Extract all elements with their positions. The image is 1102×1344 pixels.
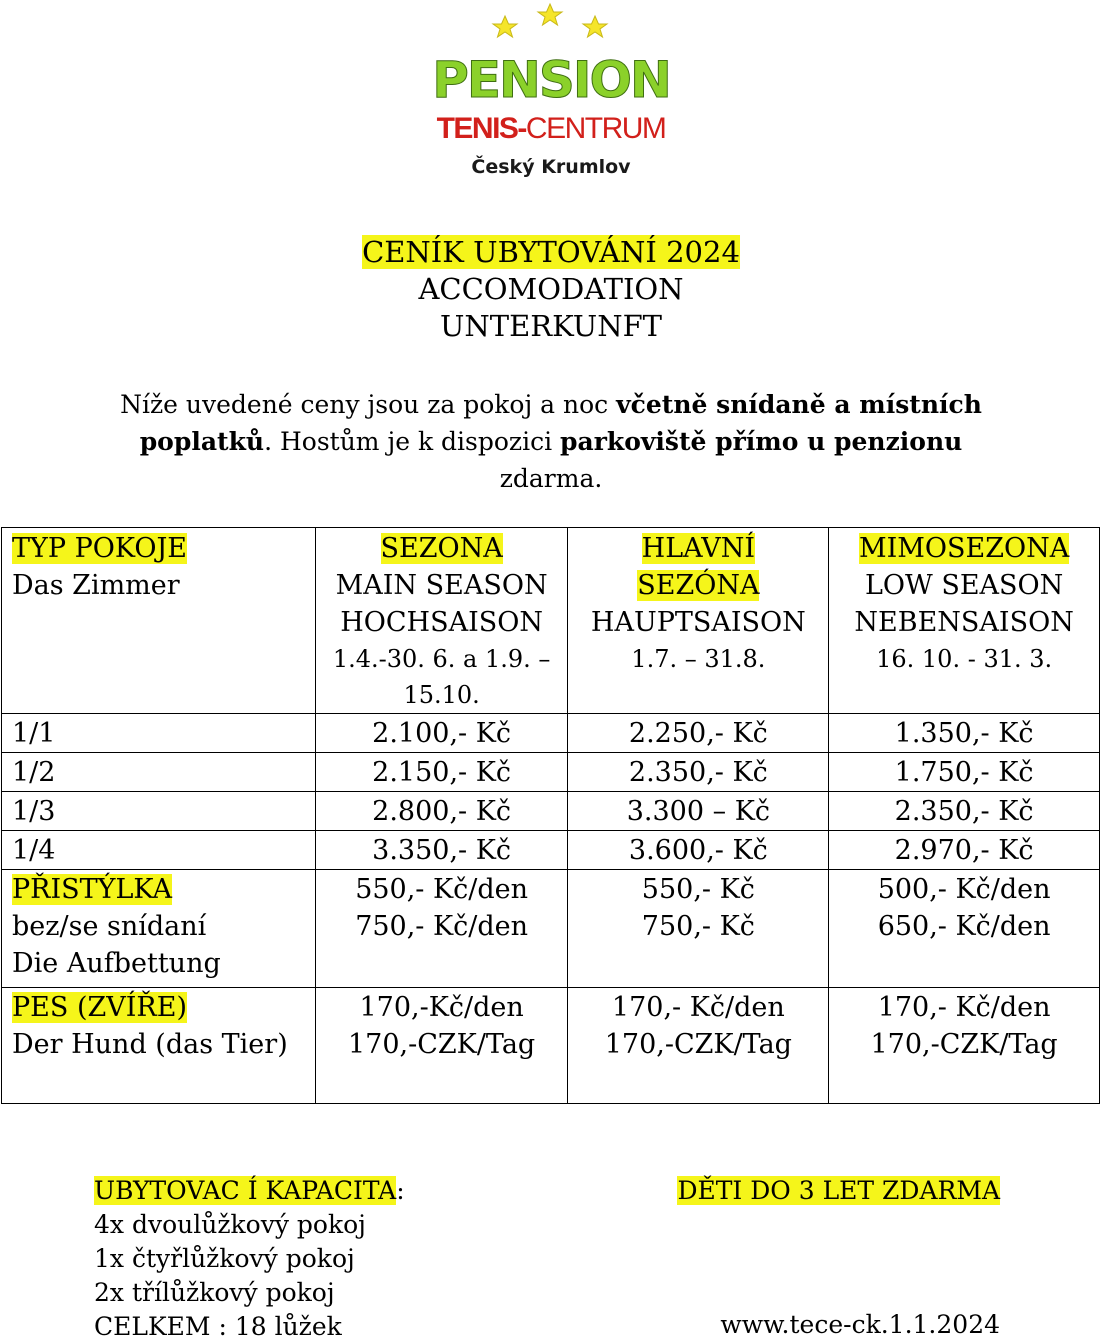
price-cell: 3.300 – Kč — [568, 792, 829, 831]
table-row — [2, 831, 1100, 870]
extra-bed-row — [2, 870, 1100, 988]
room-cell: 1/1 — [2, 714, 316, 753]
extra-bed-label-cell: PŘISTÝLKA bez/se snídaní Die Aufbettung — [2, 870, 316, 988]
star-icon — [583, 16, 607, 37]
capacity-total: CELKEM : 18 lůžek — [94, 1312, 342, 1341]
header-season: SEZONA MAIN SEASON HOCHSAISON 1.4.-30. 6. a 1.9. – 15.10. — [315, 528, 568, 714]
heading-unterkunft: UNTERKUNFT — [439, 309, 663, 343]
table-row — [2, 714, 1100, 753]
capacity-item: 2x třílůžkový pokoj — [94, 1278, 335, 1307]
table-row — [2, 753, 1100, 792]
price-table — [1, 527, 1100, 1104]
dog-main-cell: 170,- Kč/den 170,-CZK/Tag — [568, 988, 829, 1104]
header-main-season: HLAVNÍ SEZÓNA HAUPTSAISON 1.7. – 31.8. — [568, 528, 829, 714]
price-cell: 2.800,- Kč — [315, 792, 568, 831]
headings — [0, 234, 1102, 345]
extra-bed-main-cell: 550,- Kč 750,- Kč — [568, 870, 829, 988]
dog-season-cell: 170,-Kč/den 170,-CZK/Tag — [315, 988, 568, 1104]
dog-row — [2, 988, 1100, 1104]
room-cell: 1/2 — [2, 753, 316, 792]
room-cell: 1/3 — [2, 792, 316, 831]
price-cell: 2.350,- Kč — [829, 792, 1100, 831]
price-cell: 1.350,- Kč — [829, 714, 1100, 753]
capacity-section: UBYTOVAC Í KAPACITA: 4x dvoulůžkový pokoj 1x čtyřlůžkový pokoj 2x třílůžkový pokoj CELKEM : 18 lůžek — [94, 1174, 405, 1344]
price-cell: 3.600,- Kč — [568, 831, 829, 870]
price-cell: 3.350,- Kč — [315, 831, 568, 870]
table-row — [2, 792, 1100, 831]
star-icon — [538, 4, 562, 25]
price-cell: 2.250,- Kč — [568, 714, 829, 753]
heading-accommodation: ACCOMODATION — [418, 272, 684, 306]
pension-logo — [0, 0, 1102, 200]
logo-tenis-centrum-text: TENIS-CENTRUM — [436, 112, 666, 145]
header-low-season: MIMOSEZONA LOW SEASON NEBENSAISON 16. 10. - 31. 3. — [829, 528, 1100, 714]
kids-free-note: DĚTI DO 3 LET ZDARMA — [677, 1176, 1000, 1205]
price-cell: 2.350,- Kč — [568, 753, 829, 792]
extra-bed-low-cell: 500,- Kč/den 650,- Kč/den — [829, 870, 1100, 988]
header-room-type: TYP POKOJE Das Zimmer — [2, 528, 316, 714]
extra-bed-season-cell: 550,- Kč/den 750,- Kč/den — [315, 870, 568, 988]
price-list-title: CENÍK UBYTOVÁNÍ 2024 — [362, 235, 740, 269]
star-icon — [493, 16, 517, 37]
three-stars-icon — [480, 0, 620, 48]
logo-city-text: Český Krumlov — [471, 156, 631, 178]
price-cell: 2.970,- Kč — [829, 831, 1100, 870]
capacity-title: UBYTOVAC Í KAPACITA — [94, 1176, 397, 1205]
dog-low-cell: 170,- Kč/den 170,-CZK/Tag — [829, 988, 1100, 1104]
intro-paragraph: Níže uvedené ceny jsou za pokoj a noc včetně snídaně a místních poplatků. Hostům je k dispozici parkoviště přímo u penzionu zdarma. — [120, 390, 982, 493]
logo-pension-text: PENSION — [432, 51, 670, 109]
price-cell: 2.100,- Kč — [315, 714, 568, 753]
capacity-item: 1x čtyřlůžkový pokoj — [94, 1244, 355, 1273]
table-header-row — [2, 528, 1100, 714]
capacity-item: 4x dvoulůžkový pokoj — [94, 1210, 366, 1239]
website-text: www.tece-ck.1.1.2024 — [720, 1310, 1000, 1339]
dog-label-cell: PES (ZVÍŘE) Der Hund (das Tier) — [2, 988, 316, 1104]
price-cell: 1.750,- Kč — [829, 753, 1100, 792]
price-cell: 2.150,- Kč — [315, 753, 568, 792]
room-cell: 1/4 — [2, 831, 316, 870]
